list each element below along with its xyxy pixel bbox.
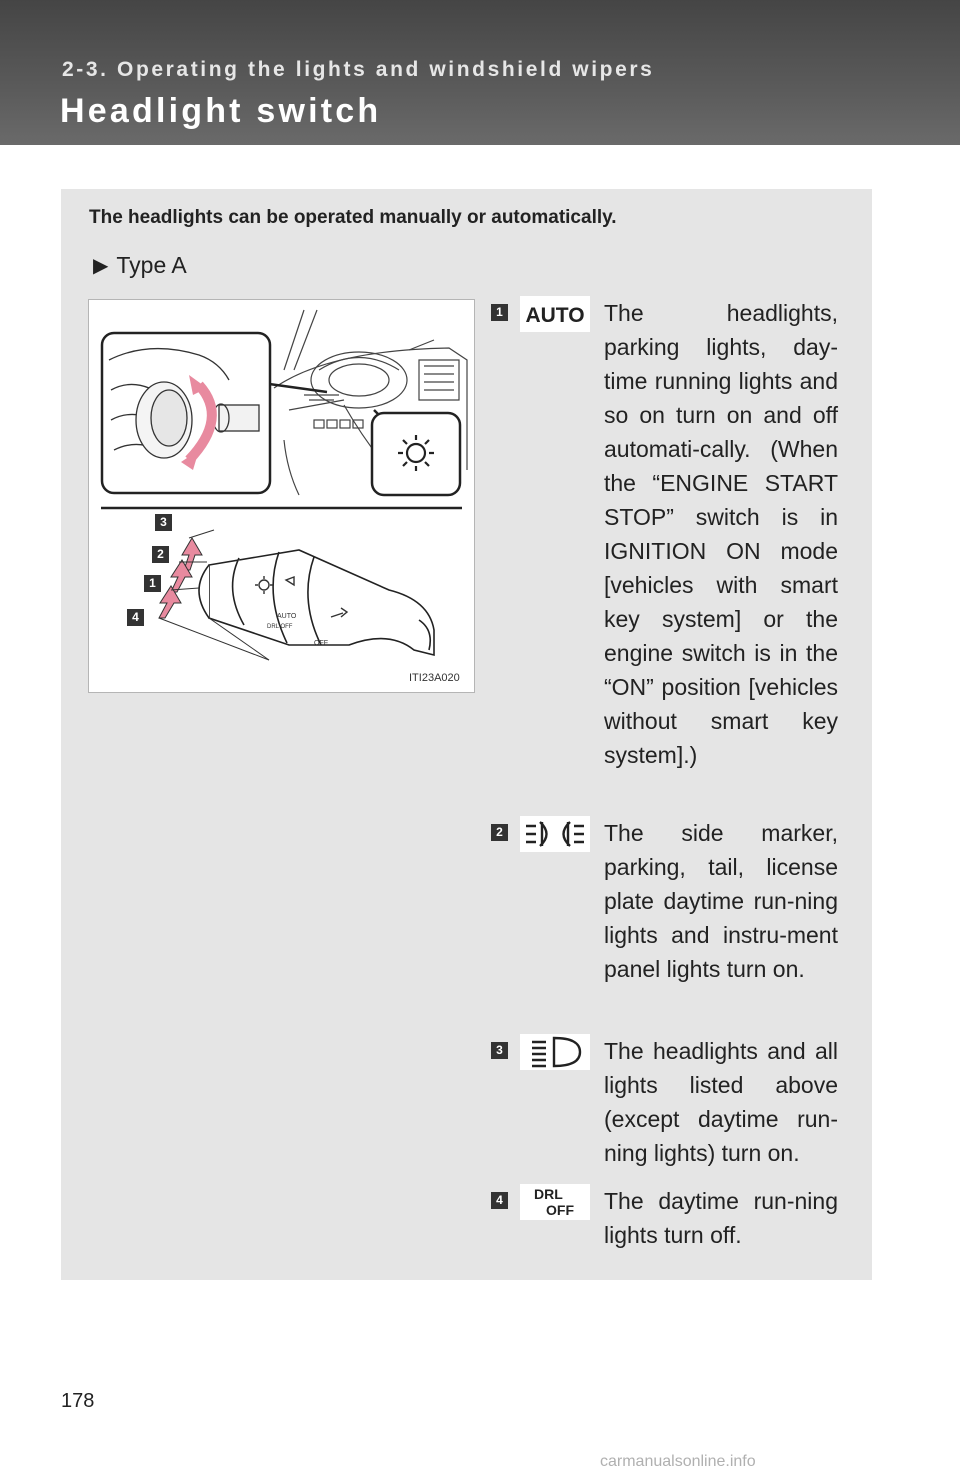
callout-1: 1 xyxy=(144,575,161,592)
type-label-text: Type A xyxy=(116,252,187,278)
list-item-auto xyxy=(491,296,851,806)
headlight-switch-illustration xyxy=(88,299,475,693)
item-number: 1 xyxy=(491,304,508,321)
figure-code: ITI23A020 xyxy=(409,672,460,684)
list-item-drl-off xyxy=(491,1184,851,1264)
auto-symbol-text: AUTO xyxy=(525,304,585,327)
item-number: 4 xyxy=(491,1192,508,1209)
section-title: 2-3. Operating the lights and windshield wipers xyxy=(62,58,655,81)
lever-off-label: OFF xyxy=(314,640,328,647)
callout-3: 3 xyxy=(155,514,172,531)
drl-symbol-text: DRL xyxy=(534,1186,563,1202)
page-title: Headlight switch xyxy=(60,92,382,130)
page-header xyxy=(0,0,960,145)
watermark: carmanualsonline.info xyxy=(600,1453,756,1470)
item-number: 2 xyxy=(491,824,508,841)
item-description: The headlights, parking lights, day-time running lights and so on turn on and off automati-cally. (When the “ENGINE START STOP” switch is in IGNITION ON mode [vehicles with smart key system] or the engine switch is in the “ON” position [vehicles without smart key system].) xyxy=(604,300,838,768)
content-panel xyxy=(61,189,872,1280)
list-item-headlights xyxy=(491,1034,851,1174)
lever-auto-label: AUTO xyxy=(277,613,297,620)
page-number: 178 xyxy=(61,1390,95,1412)
callout-4: 4 xyxy=(127,609,144,626)
item-description: The daytime run-ning lights turn off. xyxy=(604,1188,838,1248)
item-description: The headlights and all lights listed above (except daytime run-ning lights) turn on. xyxy=(604,1038,838,1166)
off-symbol-text: OFF xyxy=(546,1202,574,1218)
lever-drl-label: DRL OFF xyxy=(267,624,293,630)
arrow-right-icon: ▶ xyxy=(93,255,109,277)
item-description: The side marker, parking, tail, license plate daytime run-ning lights and instru-ment panel lights turn on. xyxy=(604,820,838,982)
parking-lights-icon xyxy=(520,816,590,852)
drl-off-icon xyxy=(520,1184,590,1220)
illustration-drawing xyxy=(89,300,474,692)
callout-2: 2 xyxy=(152,546,169,563)
type-label xyxy=(93,252,187,279)
list-item-parking-lights xyxy=(491,816,851,1016)
headlight-icon xyxy=(520,1034,590,1070)
intro-text: The headlights can be operated manually or automatically. xyxy=(89,207,617,228)
item-number: 3 xyxy=(491,1042,508,1059)
auto-icon xyxy=(520,296,590,332)
